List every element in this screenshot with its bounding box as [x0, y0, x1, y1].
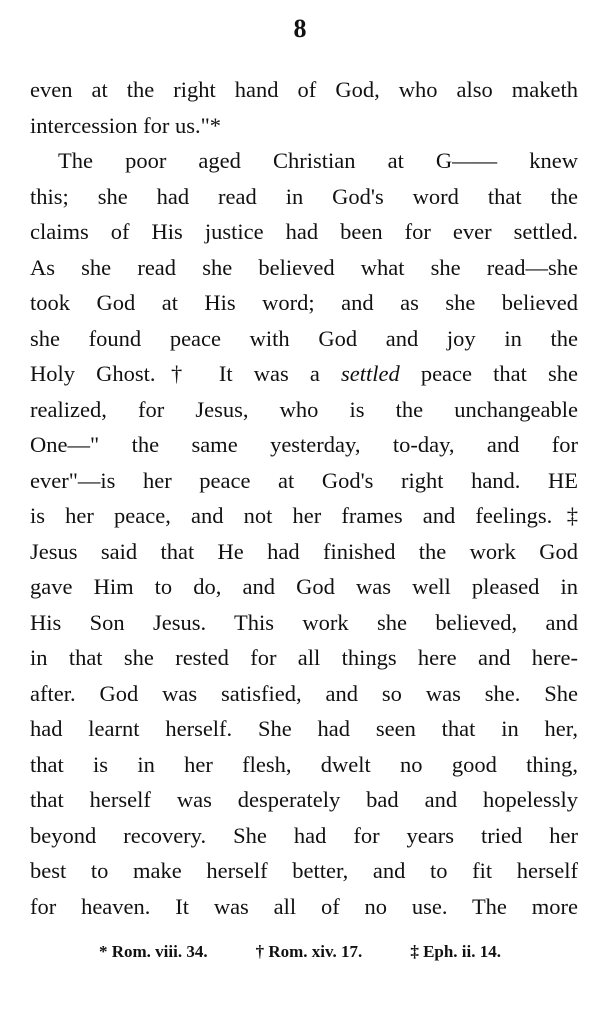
- body-text: [30, 72, 578, 924]
- footnotes: [0, 942, 600, 962]
- text-line: [30, 498, 578, 534]
- text-line: [30, 321, 578, 357]
- text-segment: intercession for us."*: [30, 112, 222, 138]
- text-segment: for heaven. It was all of no use. The more: [30, 893, 578, 919]
- text-segment: best to make herself better, and to fit herself: [30, 858, 578, 883]
- text-line: [30, 782, 578, 818]
- text-line: [30, 534, 578, 570]
- text-line: [30, 108, 578, 144]
- text-line: [30, 676, 578, 712]
- text-segment: took God at His word; and as she believed: [30, 290, 578, 315]
- text-line: [30, 427, 578, 463]
- text-line: [30, 818, 578, 854]
- text-segment: claims of His justice had been for ever settled.: [30, 219, 578, 244]
- text-segment: Jesus said that He had finished the work God: [30, 538, 578, 564]
- text-line: [30, 747, 578, 783]
- text-line: [30, 285, 578, 321]
- footnote: ‡ Eph. ii. 14.: [410, 942, 502, 961]
- text-segment: had learnt herself. She had seen that in her,: [30, 716, 578, 741]
- text-line: [30, 179, 578, 215]
- text-line: [30, 463, 578, 499]
- emphasized-word: settled: [340, 361, 400, 386]
- text-line: [30, 853, 578, 889]
- text-line: [30, 392, 578, 428]
- text-line: [30, 250, 578, 286]
- text-segment: she found peace with God and joy in the: [30, 325, 578, 351]
- text-segment: Holy Ghost.† It was a: [30, 361, 341, 386]
- text-line: [30, 356, 578, 392]
- text-line: [30, 605, 578, 641]
- text-segment: is her peace, and not her frames and feelings.‡: [30, 503, 578, 528]
- text-segment: One—" the same yesterday, to-day, and for: [30, 432, 578, 457]
- text-line: [30, 214, 578, 250]
- text-segment: realized, for Jesus, who is the unchangeable: [30, 396, 578, 422]
- text-segment: beyond recovery. She had for years tried her: [30, 822, 578, 848]
- text-line: [30, 711, 578, 747]
- text-segment: His Son Jesus. This work she believed, and: [30, 609, 578, 635]
- text-line: [30, 889, 578, 925]
- text-segment: after. God was satisfied, and so was she. She: [30, 680, 578, 706]
- text-segment: As she read she believed what she read—she: [30, 254, 578, 280]
- text-line: [30, 569, 578, 605]
- text-segment: ever"—is her peace at God's right hand. HE: [30, 467, 578, 493]
- text-segment: in that she rested for all things here and here-: [30, 645, 578, 670]
- text-line: [30, 640, 578, 676]
- text-segment: this; she had read in God's word that the: [30, 183, 578, 209]
- footnote: † Rom. xiv. 17.: [255, 942, 363, 961]
- page-number: 8: [293, 14, 307, 43]
- text-segment: that is in her flesh, dwelt no good thing,: [30, 751, 578, 777]
- footnote: * Rom. viii. 34.: [98, 942, 208, 961]
- text-line: [30, 143, 578, 179]
- text-segment: that herself was desperately bad and hopelessly: [30, 787, 578, 812]
- text-segment: gave Him to do, and God was well pleased in: [30, 574, 578, 599]
- text-segment: peace that she: [399, 361, 578, 386]
- text-segment: The poor aged Christian at G—— knew: [58, 148, 578, 173]
- text-line: [30, 72, 578, 108]
- text-segment: even at the right hand of God, who also maketh: [30, 77, 578, 102]
